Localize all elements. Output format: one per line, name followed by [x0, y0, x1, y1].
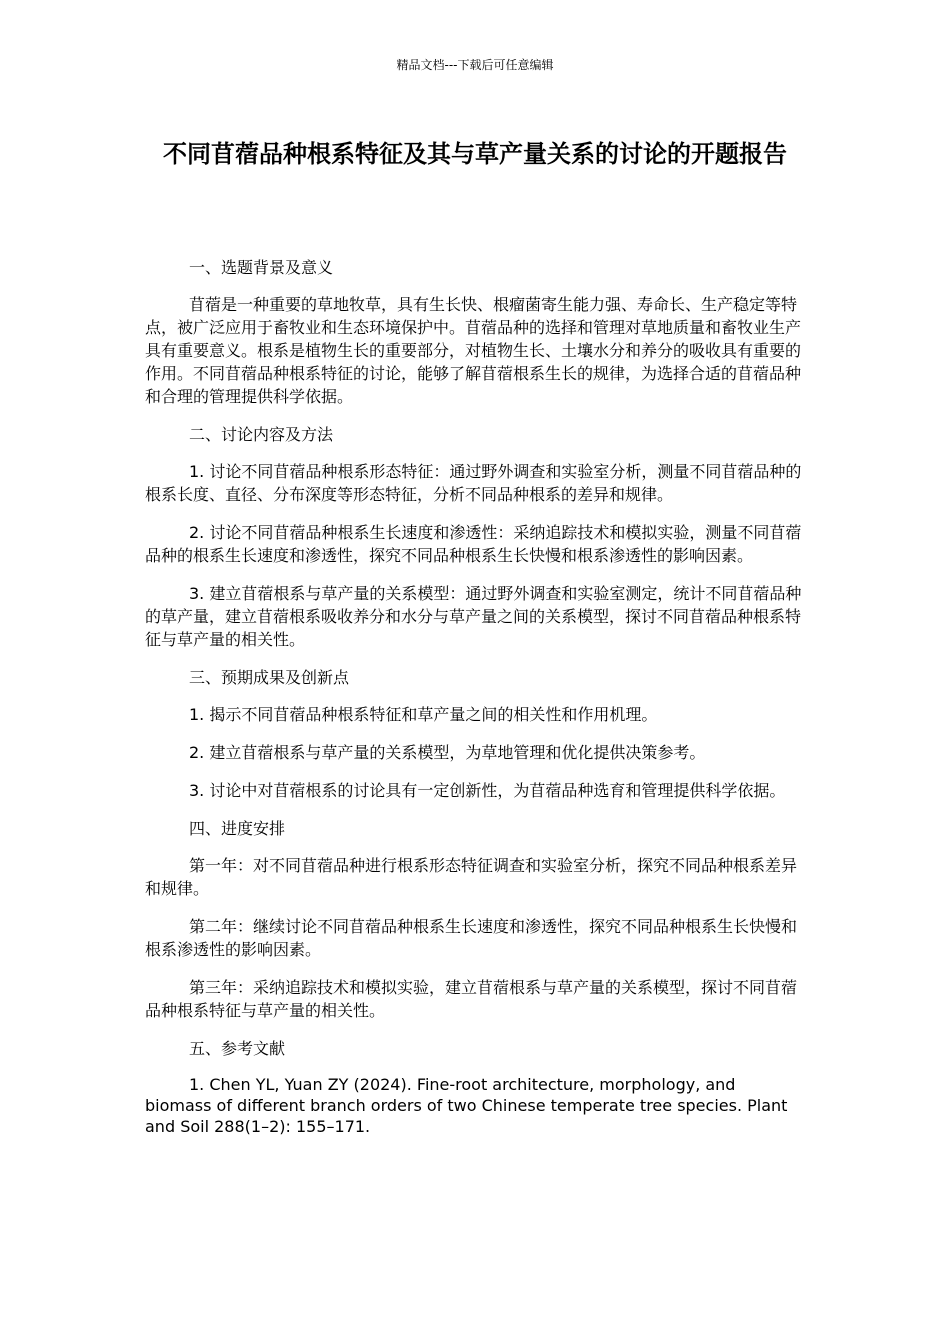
- section-heading: 五、参考文献: [189, 1039, 286, 1058]
- paragraph: 2. 建立苜蓿根系与草产量的关系模型，为草地管理和优化提供决策参考。: [189, 743, 706, 762]
- section-heading: 二、讨论内容及方法: [189, 425, 334, 444]
- section-heading: 四、进度安排: [189, 819, 286, 838]
- paragraph: 1. 揭示不同苜蓿品种根系特征和草产量之间的相关性和作用机理。: [189, 705, 658, 724]
- paragraph: 2. 讨论不同苜蓿品种根系生长速度和渗透性：采纳追踪技术和模拟实验，测量不同苜蓿品种的根系生长速度和渗透性，探究不同品种根系生长快慢和根系渗透性的影响因素。: [145, 523, 802, 565]
- paragraph: 第一年：对不同苜蓿品种进行根系形态特征调查和实验室分析，探究不同品种根系差异和规律。: [145, 856, 798, 898]
- paragraph: 苜蓿是一种重要的草地牧草，具有生长快、根瘤菌寄生能力强、寿命长、生产稳定等特点，被广泛应用于畜牧业和生态环境保护中。苜蓿品种的选择和管理对草地质量和畜牧业生产具有重要意义。根系是植物生长的重要部分，对植物生长、土壤水分和养分的吸收具有重要的作用。不同苜蓿品种根系特征的讨论，能够了解苜蓿根系生长的规律，为选择合适的苜蓿品种和合理的管理提供科学依据。: [145, 295, 802, 406]
- paragraph: 1. 讨论不同苜蓿品种根系形态特征：通过野外调查和实验室分析，测量不同苜蓿品种的根系长度、直径、分布深度等形态特征，分析不同品种根系的差异和规律。: [145, 462, 802, 504]
- paragraph: 3. 建立苜蓿根系与草产量的关系模型：通过野外调查和实验室测定，统计不同苜蓿品种的草产量，建立苜蓿根系吸收养分和水分与草产量之间的关系模型，探讨不同苜蓿品种根系特征与草产量的相关性。: [145, 584, 802, 649]
- paragraph: 第三年：采纳追踪技术和模拟实验，建立苜蓿根系与草产量的关系模型，探讨不同苜蓿品种根系特征与草产量的相关性。: [145, 978, 798, 1020]
- reference-item: 1. Chen YL, Yuan ZY (2024). Fine-root architecture, morphology, and biomass of different branch orders of two Chinese temperate tree species. Plant and Soil 288(1–2): 155–171.: [145, 1075, 788, 1136]
- header-note: 精品文档---下载后可任意编辑: [396, 58, 554, 72]
- section-heading: 三、预期成果及创新点: [189, 668, 350, 687]
- document-title: 不同苜蓿品种根系特征及其与草产量关系的讨论的开题报告: [163, 140, 787, 168]
- paragraph: 第二年：继续讨论不同苜蓿品种根系生长速度和渗透性，探究不同品种根系生长快慢和根系渗透性的影响因素。: [145, 917, 798, 959]
- section-heading: 一、选题背景及意义: [189, 258, 334, 277]
- document-body: [145, 256, 805, 1152]
- paragraph: 3. 讨论中对苜蓿根系的讨论具有一定创新性，为苜蓿品种选育和管理提供科学依据。: [189, 781, 786, 800]
